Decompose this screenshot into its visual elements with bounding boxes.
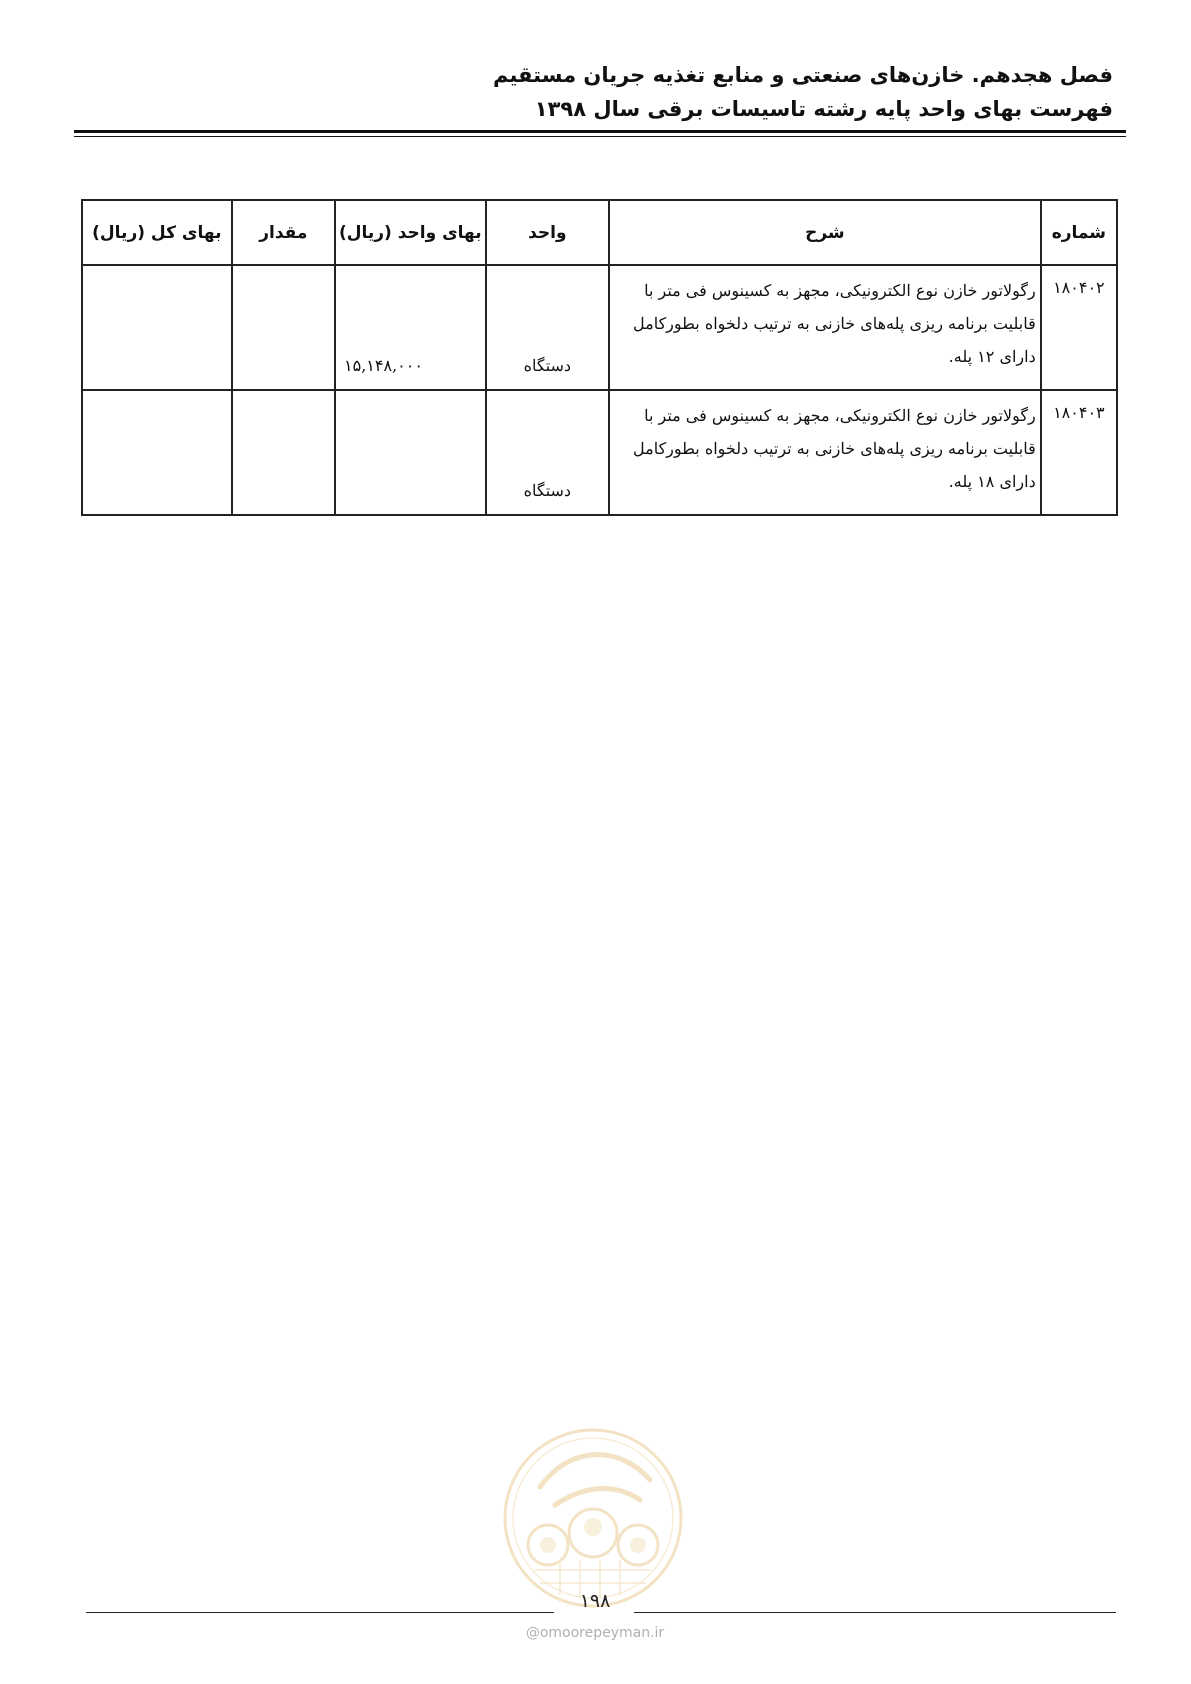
header-unit: واحد (486, 200, 609, 265)
item-description: رگولاتور خازن نوع الکترونیکی، مجهز به کسینوس فی متر با قابلیت برنامه ریزی پله‌های خازنی به ترتیب دلخواه بطورکامل دارای ۱۸ پله. (609, 390, 1041, 515)
header-total-price: بهای کل (ریال) (82, 200, 232, 265)
site-watermark-text: @omoorepeyman.ir (525, 1625, 665, 1641)
header-number: شماره (1041, 200, 1117, 265)
price-list-table (81, 199, 1118, 516)
item-total-price (82, 390, 232, 515)
footer-rule-right (634, 1612, 1116, 1613)
item-quantity (232, 390, 335, 515)
item-quantity (232, 265, 335, 390)
table-header-row (82, 200, 1117, 265)
watermark-logo (500, 1425, 686, 1611)
header-description: شرح (609, 200, 1041, 265)
table-row (82, 265, 1117, 390)
item-unit-price: ۱۵,۱۴۸,۰۰۰ (335, 265, 486, 390)
table-row (82, 390, 1117, 515)
item-unit-price (335, 390, 486, 515)
header-quantity: مقدار (232, 200, 335, 265)
item-unit: دستگاه (486, 265, 609, 390)
footer-rule-left (86, 1612, 554, 1613)
page-header (73, 58, 1113, 126)
item-number: ۱۸۰۴۰۳ (1041, 390, 1117, 515)
chapter-title: فصل هجدهم. خازن‌های صنعتی و منابع تغذیه جریان مستقیم (493, 63, 1113, 87)
header-rule-thin (74, 136, 1126, 137)
item-unit: دستگاه (486, 390, 609, 515)
item-description: رگولاتور خازن نوع الکترونیکی، مجهز به کسینوس فی متر با قابلیت برنامه ریزی پله‌های خازنی به ترتیب دلخواه بطورکامل دارای ۱۲ پله. (609, 265, 1041, 390)
item-total-price (82, 265, 232, 390)
page-number: ۱۹۸ (579, 1590, 611, 1612)
item-number: ۱۸۰۴۰۲ (1041, 265, 1117, 390)
header-rule-thick (74, 130, 1126, 133)
document-title: فهرست بهای واحد پایه رشته تاسیسات برقی سال ۱۳۹۸ (534, 97, 1113, 121)
header-unit-price: بهای واحد (ریال) (335, 200, 486, 265)
